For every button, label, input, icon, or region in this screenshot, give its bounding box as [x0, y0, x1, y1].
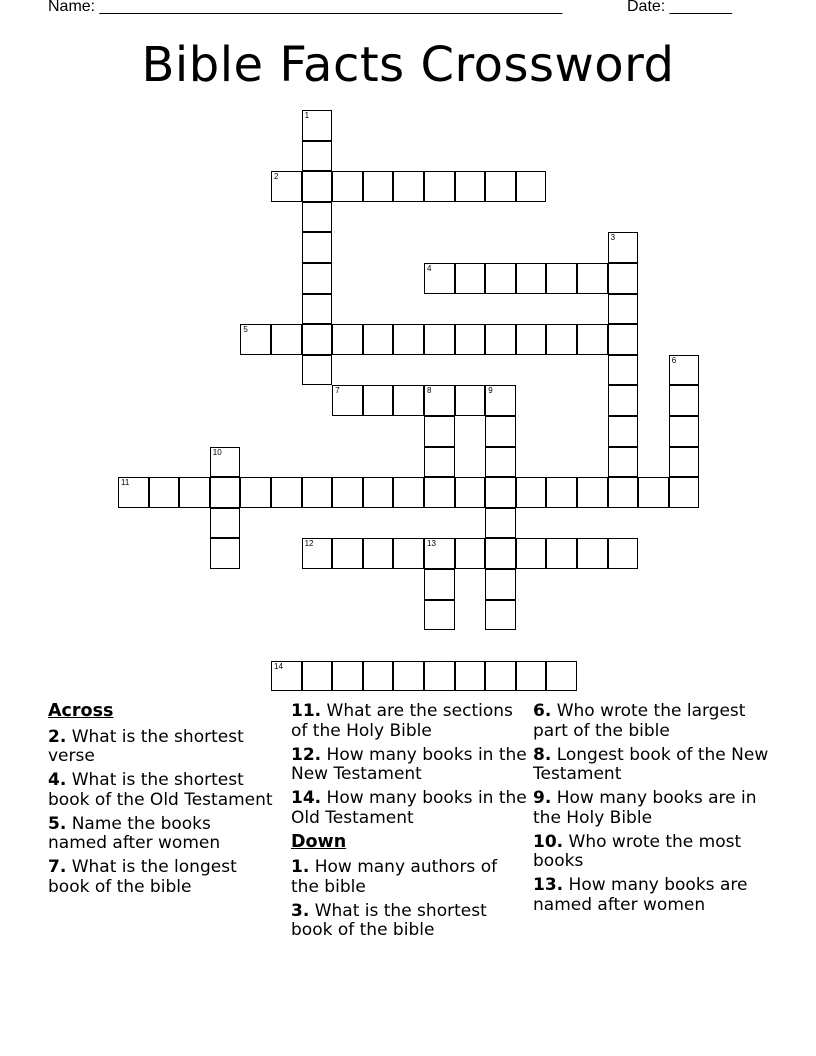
crossword-cell[interactable] — [424, 171, 455, 202]
crossword-cell[interactable] — [516, 477, 547, 508]
clue-number: 6 — [671, 355, 677, 365]
crossword-cell[interactable] — [363, 661, 394, 692]
crossword-cell[interactable] — [669, 385, 700, 416]
across-clue: 2. What is the shortest verse — [48, 726, 244, 766]
crossword-cell[interactable] — [424, 477, 455, 508]
crossword-cell[interactable] — [485, 263, 516, 294]
clues-column-2 — [291, 702, 527, 945]
crossword-cell[interactable] — [516, 324, 547, 355]
crossword-cell[interactable] — [485, 171, 516, 202]
header — [48, 0, 768, 18]
crossword-cell[interactable] — [455, 477, 486, 508]
crossword-cell[interactable] — [271, 324, 302, 355]
crossword-cell[interactable] — [302, 661, 333, 692]
crossword-cell[interactable] — [455, 263, 486, 294]
crossword-cell[interactable] — [393, 661, 424, 692]
crossword-cell[interactable] — [393, 477, 424, 508]
crossword-cell[interactable] — [332, 661, 363, 692]
crossword-cell[interactable] — [669, 477, 700, 508]
across-clue: 7. What is the longest book of the bible — [48, 857, 237, 897]
crossword-cell[interactable] — [455, 538, 486, 569]
crossword-cell[interactable] — [669, 447, 700, 478]
down-clue: 13. How many books are named after women — [533, 875, 748, 915]
crossword-cell[interactable] — [424, 538, 455, 569]
crossword-cell[interactable] — [516, 171, 547, 202]
clue-number: 4 — [427, 264, 432, 273]
crossword-cell[interactable] — [577, 324, 608, 355]
crossword-cell[interactable] — [332, 538, 363, 569]
crossword-cell[interactable] — [638, 477, 669, 508]
crossword-cell[interactable] — [363, 385, 394, 416]
crossword-cell[interactable] — [424, 263, 455, 294]
crossword-cell[interactable] — [608, 538, 639, 569]
across-clue: 14. How many books in the Old Testament — [291, 788, 527, 828]
crossword-cell[interactable] — [424, 385, 455, 416]
crossword-cell[interactable] — [210, 477, 241, 508]
crossword-cell[interactable] — [577, 477, 608, 508]
crossword-cell[interactable] — [608, 263, 639, 294]
clue-number: 3 — [610, 233, 616, 243]
crossword-cell[interactable] — [240, 324, 271, 355]
crossword-cell[interactable] — [271, 171, 302, 202]
crossword-cell[interactable] — [485, 508, 516, 539]
crossword-cell[interactable] — [608, 294, 639, 325]
crossword-cell[interactable] — [302, 110, 333, 141]
crossword-cell[interactable] — [302, 232, 333, 263]
crossword-cell[interactable] — [393, 538, 424, 569]
across-clue: 12. How many books in the New Testament — [291, 744, 527, 784]
crossword-cell[interactable] — [455, 661, 486, 692]
crossword-cell[interactable] — [302, 294, 333, 325]
crossword-cell[interactable] — [485, 477, 516, 508]
crossword-cell[interactable] — [118, 477, 149, 508]
crossword-cell[interactable] — [363, 171, 394, 202]
crossword-cell[interactable] — [546, 661, 577, 692]
crossword-cell[interactable] — [424, 600, 455, 631]
down-heading: Down — [291, 831, 347, 852]
clue-number: 11 — [121, 478, 130, 488]
crossword-cell[interactable] — [210, 538, 241, 569]
clue-number: 1 — [304, 111, 310, 120]
crossword-cell[interactable] — [455, 171, 486, 202]
clues-column-1 — [48, 702, 273, 902]
crossword-cell[interactable] — [332, 324, 363, 355]
crossword-cell[interactable] — [485, 324, 516, 355]
crossword-cell[interactable] — [516, 538, 547, 569]
crossword-cell[interactable] — [608, 324, 639, 355]
crossword-cell[interactable] — [210, 508, 241, 539]
crossword-cell[interactable] — [485, 447, 516, 478]
clue-number: 13 — [427, 539, 436, 549]
clue-number: 2 — [274, 172, 279, 182]
crossword-cell[interactable] — [424, 416, 455, 447]
page-title: Bible Facts Crossword — [141, 37, 675, 93]
crossword-cell[interactable] — [485, 569, 516, 600]
crossword-cell[interactable] — [485, 661, 516, 692]
crossword-cell[interactable] — [546, 263, 577, 294]
crossword-cell[interactable] — [332, 477, 363, 508]
crossword-cell[interactable] — [332, 171, 363, 202]
crossword-cell[interactable] — [393, 171, 424, 202]
crossword-cell[interactable] — [149, 477, 180, 508]
crossword-cell[interactable] — [577, 538, 608, 569]
crossword-cell[interactable] — [485, 538, 516, 569]
down-clue: 1. How many authors of the bible — [291, 857, 498, 897]
crossword-cell[interactable] — [302, 263, 333, 294]
crossword-cell[interactable] — [669, 416, 700, 447]
crossword-cell[interactable] — [485, 416, 516, 447]
clue-number: 14 — [274, 661, 283, 671]
crossword-cell[interactable] — [271, 661, 302, 692]
crossword-cell[interactable] — [669, 355, 700, 386]
crossword-cell[interactable] — [302, 477, 333, 508]
crossword-cell[interactable] — [302, 171, 333, 202]
across-clue: 11. What are the sections of the Holy Bible — [291, 701, 513, 741]
crossword-cell[interactable] — [302, 355, 333, 386]
across-clue: 5. Name the books named after women — [48, 813, 221, 853]
name-field-label[interactable]: Name: ____________________________________________________ — [48, 0, 563, 15]
crossword-cell[interactable] — [455, 385, 486, 416]
crossword-cell[interactable] — [240, 477, 271, 508]
crossword-cell[interactable] — [302, 538, 333, 569]
down-clue: 10. Who wrote the most books — [533, 831, 742, 871]
clue-number: 8 — [427, 386, 432, 396]
crossword-cell[interactable] — [393, 324, 424, 355]
crossword-cell[interactable] — [424, 569, 455, 600]
crossword-cell[interactable] — [332, 385, 363, 416]
clue-number: 12 — [304, 539, 314, 549]
across-heading: Across — [48, 701, 114, 721]
crossword-cell[interactable] — [271, 477, 302, 508]
crossword-cell[interactable] — [546, 477, 577, 508]
crossword-cell[interactable] — [608, 447, 639, 478]
crossword-cell[interactable] — [608, 232, 639, 263]
date-field-label[interactable]: Date: _______ — [627, 0, 732, 15]
crossword-cell[interactable] — [302, 141, 333, 172]
down-clue: 3. What is the shortest book of the bible — [291, 900, 487, 940]
down-clue: 8. Longest book of the New Testament — [533, 744, 769, 784]
crossword-cell[interactable] — [363, 538, 394, 569]
clues-column-3 — [533, 702, 773, 920]
crossword-cell[interactable] — [485, 600, 516, 631]
crossword-cell[interactable] — [455, 324, 486, 355]
crossword-cell[interactable] — [302, 202, 333, 233]
down-clue: 6. Who wrote the largest part of the bible — [533, 701, 746, 741]
crossword-cell[interactable] — [210, 447, 241, 478]
crossword-cell[interactable] — [608, 355, 639, 386]
crossword-cell[interactable] — [485, 385, 516, 416]
crossword-cell[interactable] — [516, 263, 547, 294]
crossword-cell[interactable] — [363, 324, 394, 355]
crossword-cell[interactable] — [424, 661, 455, 692]
crossword-cell[interactable] — [393, 385, 424, 416]
crossword-cell[interactable] — [577, 263, 608, 294]
crossword-cell[interactable] — [424, 324, 455, 355]
clue-number: 10 — [212, 447, 222, 457]
clue-number: 7 — [335, 386, 340, 396]
crossword-cell[interactable] — [363, 477, 394, 508]
crossword-cell[interactable] — [546, 324, 577, 355]
clue-number: 5 — [243, 325, 248, 335]
across-clue: 4. What is the shortest book of the Old Testament — [48, 770, 273, 810]
crossword-cell[interactable] — [608, 385, 639, 416]
crossword-cell[interactable] — [424, 447, 455, 478]
crossword-cell[interactable] — [608, 416, 639, 447]
crossword-cell[interactable] — [608, 477, 639, 508]
crossword-cell[interactable] — [516, 661, 547, 692]
crossword-cell[interactable] — [179, 477, 210, 508]
crossword-cell[interactable] — [302, 324, 333, 355]
clue-number: 9 — [488, 386, 493, 396]
down-clue: 9. How many books are in the Holy Bible — [533, 788, 757, 828]
crossword-cell[interactable] — [546, 538, 577, 569]
